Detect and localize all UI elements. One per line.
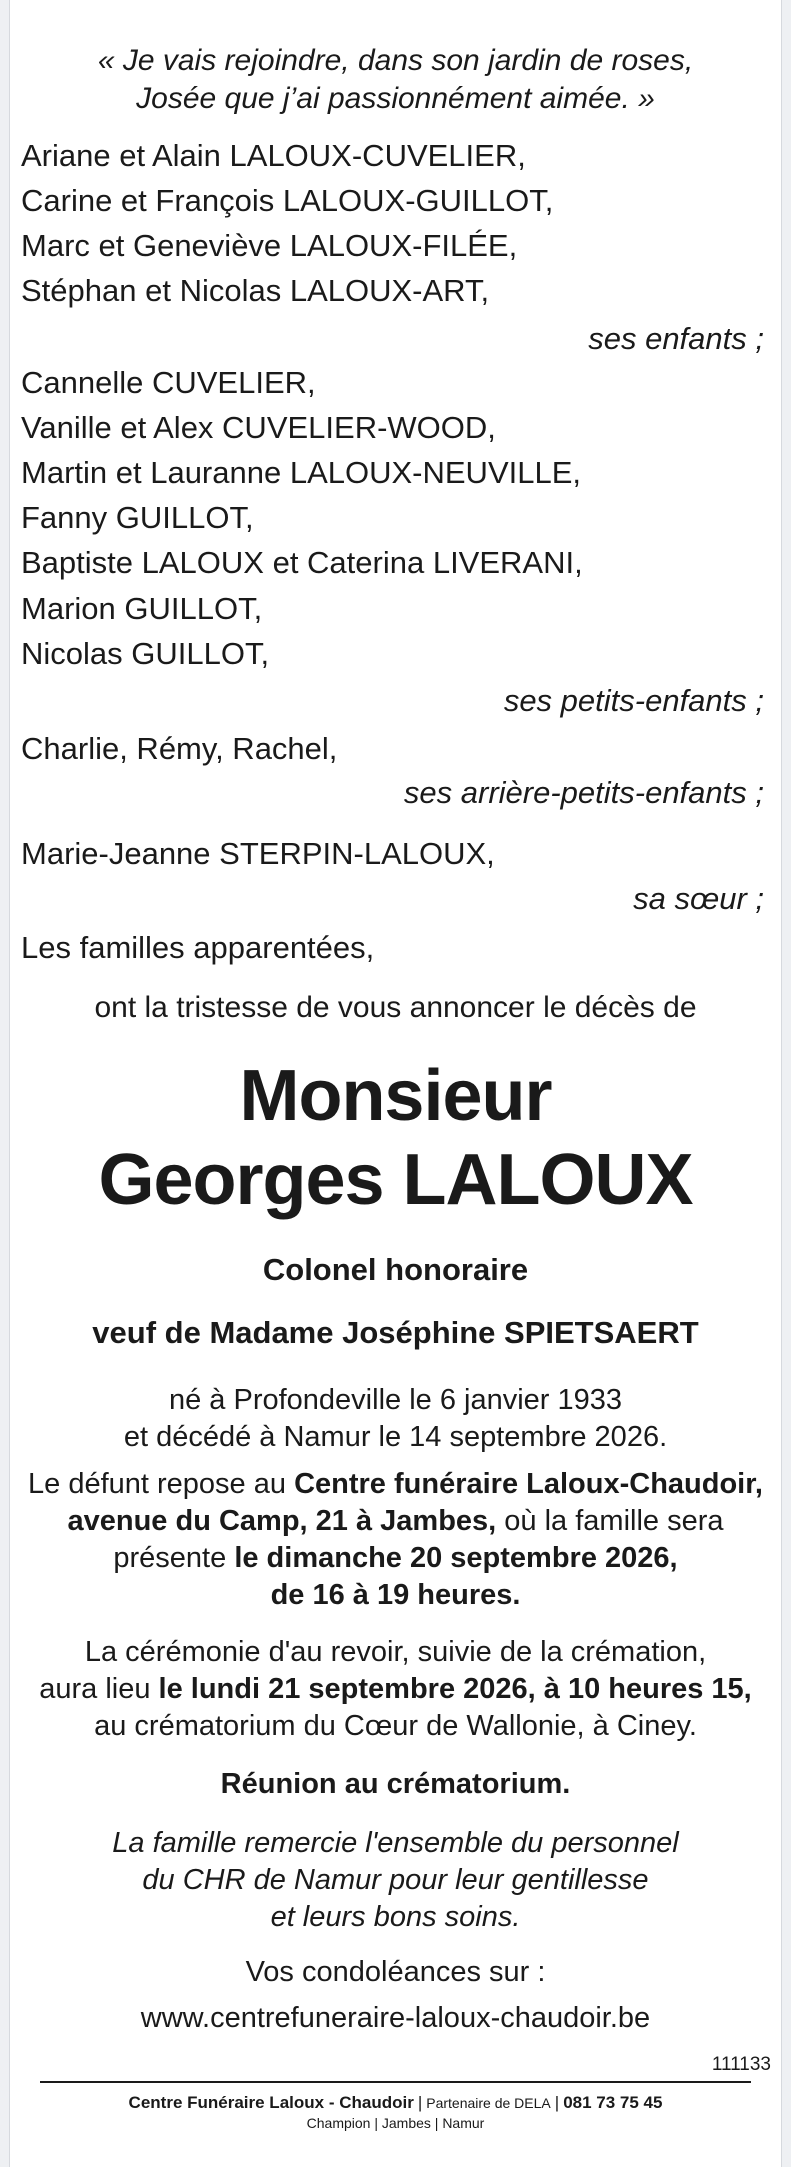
children-role: ses enfants ; xyxy=(588,321,764,356)
deceased-rank: Colonel honoraire xyxy=(262,1252,529,1287)
child-name: Stéphan et Nicolas LALOUX-ART, xyxy=(21,273,490,308)
great-grandchildren-names: Charlie, Rémy, Rachel, xyxy=(21,731,338,766)
birth-line: né à Profondeville le 6 janvier 1933 xyxy=(168,1384,623,1416)
quote-line-1: « Je vais rejoindre, dans son jardin de roses, xyxy=(97,44,694,77)
sister-role: sa sœur ; xyxy=(633,881,764,916)
ceremony-line-2 xyxy=(21,1670,770,1708)
widower-line: veuf de Madame Joséphine SPIETSAERT xyxy=(92,1315,699,1350)
great-grandchildren-role: ses arrière-petits-enfants ; xyxy=(403,775,764,810)
grandchild-name: Martin et Lauranne LALOUX-NEUVILLE, xyxy=(21,455,581,490)
footer-phone: 081 73 75 45 xyxy=(563,2093,663,2112)
footer-locations: Champion | Jambes | Namur xyxy=(306,2115,485,2131)
sister-name: Marie-Jeanne STERPIN-LALOUX, xyxy=(21,836,495,871)
relatives-line: Les familles apparentées, xyxy=(21,930,375,965)
grandchild-name: Baptiste LALOUX et Caterina LIVERANI, xyxy=(21,545,583,580)
grandchild-name: Vanille et Alex CUVELIER-WOOD, xyxy=(21,410,496,445)
child-name: Marc et Geneviève LALOUX-FILÉE, xyxy=(21,228,518,263)
ceremony-line-1: La cérémonie d'au revoir, suivie de la crémation, xyxy=(84,1636,707,1668)
reunion-line: Réunion au crématorium. xyxy=(220,1768,571,1800)
obituary-page xyxy=(9,0,782,2167)
viewing-hours: de 16 à 19 heures. xyxy=(270,1579,521,1611)
grandchild-name: Marion GUILLOT, xyxy=(21,591,263,626)
ceremony-text: aura lieu xyxy=(39,1673,159,1705)
deceased-name: Georges LALOUX xyxy=(98,1140,693,1220)
grandchild-name: Cannelle CUVELIER, xyxy=(21,365,316,400)
viewing-line-1 xyxy=(21,1465,770,1503)
viewing-address: avenue du Camp, 21 à Jambes, xyxy=(67,1505,497,1537)
quote-line-2: Josée que j’ai passionnément aimée. » xyxy=(136,82,655,115)
reference-number: 111133 xyxy=(711,2054,771,2075)
thanks-line-1: La famille remercie l'ensemble du personnel xyxy=(112,1827,679,1859)
ceremony-line-3: au crématorium du Cœur de Wallonie, à Ciney. xyxy=(94,1710,697,1742)
viewing-place: Centre funéraire Laloux-Chaudoir, xyxy=(294,1468,763,1500)
viewing-line-3 xyxy=(21,1539,770,1577)
footer-separator: | xyxy=(554,2093,560,2112)
grandchild-name: Fanny GUILLOT, xyxy=(21,500,254,535)
footer-partner: Partenaire de DELA xyxy=(426,2095,551,2111)
condolences-label: Vos condoléances sur : xyxy=(245,1956,546,1988)
footer-separator: | xyxy=(417,2093,423,2112)
viewing-text: présente xyxy=(113,1542,235,1574)
child-name: Ariane et Alain LALOUX-CUVELIER, xyxy=(21,138,526,173)
condolences-url[interactable]: www.centrefuneraire-laloux-chaudoir.be xyxy=(140,2002,651,2034)
viewing-text: Le défunt repose au xyxy=(28,1468,295,1500)
thanks-line-3: et leurs bons soins. xyxy=(270,1901,521,1933)
grandchildren-role: ses petits-enfants ; xyxy=(503,683,764,718)
viewing-line-2 xyxy=(21,1502,770,1540)
grandchild-name: Nicolas GUILLOT, xyxy=(21,636,270,671)
ceremony-datetime: le lundi 21 septembre 2026, à 10 heures 15, xyxy=(158,1673,752,1705)
announcement: ont la tristesse de vous annoncer le décès de xyxy=(94,991,697,1024)
footer-divider xyxy=(40,2081,751,2083)
child-name: Carine et François LALOUX-GUILLOT, xyxy=(21,183,554,218)
death-line: et décédé à Namur le 14 septembre 2026. xyxy=(123,1421,668,1453)
footer-line xyxy=(10,2092,781,2114)
deceased-title: Monsieur xyxy=(239,1056,552,1136)
viewing-text: où la famille sera xyxy=(496,1505,724,1537)
viewing-date: le dimanche 20 septembre 2026, xyxy=(234,1542,678,1574)
footer-company: Centre Funéraire Laloux - Chaudoir xyxy=(128,2093,414,2112)
thanks-line-2: du CHR de Namur pour leur gentillesse xyxy=(142,1864,649,1896)
